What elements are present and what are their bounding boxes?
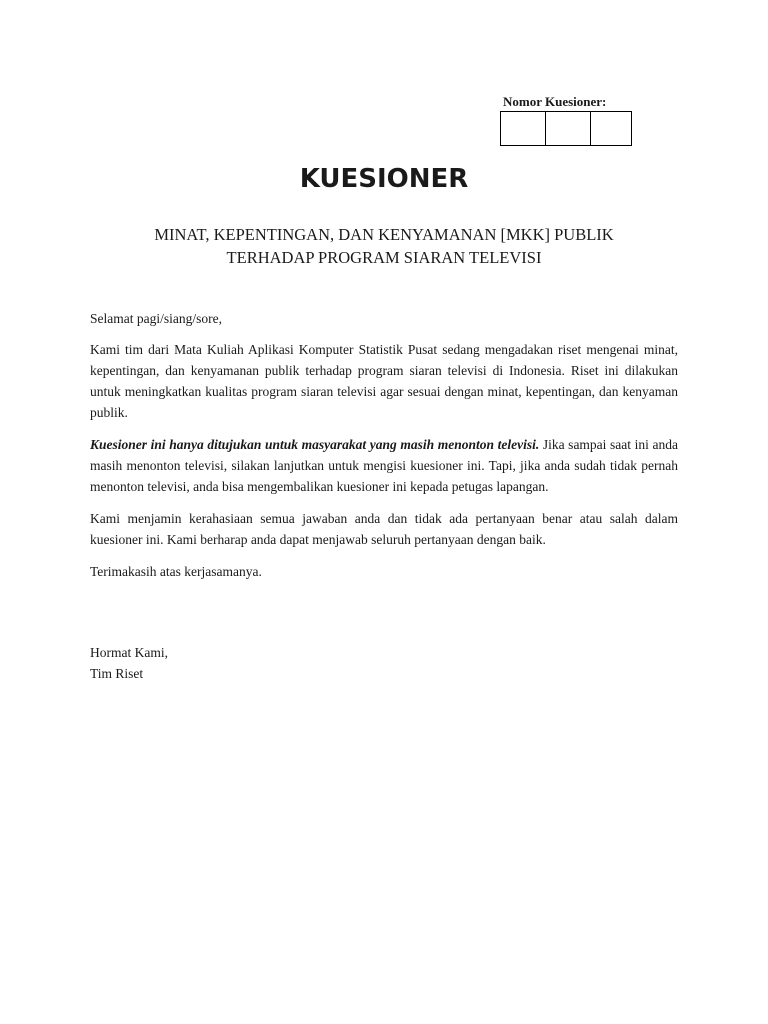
- thanks-line: Terimakasih atas kerjasamanya.: [90, 564, 262, 579]
- subtitle-line-2: TERHADAP PROGRAM SIARAN TELEVISI: [226, 248, 542, 267]
- nomor-kuesioner-boxes: [500, 111, 632, 146]
- letter-body: [90, 308, 678, 593]
- subtitle-line-1: MINAT, KEPENTINGAN, DAN KENYAMANAN [MKK] PUBLIK: [154, 225, 614, 244]
- paragraph-target-emphasis: Kuesioner ini hanya ditujukan untuk masyarakat yang masih menonton televisi.: [90, 437, 540, 452]
- nomor-box-1: [501, 112, 546, 145]
- document-title: KUESIONER: [299, 164, 469, 194]
- document-subtitle: [120, 223, 648, 269]
- closing-line-2: Tim Riset: [90, 666, 144, 681]
- paragraph-target: [90, 434, 678, 497]
- paragraph-intro: Kami tim dari Mata Kuliah Aplikasi Komputer Statistik Pusat sedang mengadakan riset mengenai minat, kepentingan, dan kenyamanan publik terhadap program siaran televisi di Indonesia. Riset ini dilakukan untuk meningkatkan kualitas program siaran televisi agar sesuai dengan minat, kepentingan, dan kenyaman publik.: [90, 342, 678, 420]
- nomor-box-3: [591, 112, 631, 145]
- paragraph-confidentiality: Kami menjamin kerahasiaan semua jawaban anda dan tidak ada pertanyaan benar atau salah dalam kuesioner ini. Kami berharap anda dapat menjawab seluruh pertanyaan dengan baik.: [90, 511, 678, 547]
- nomor-kuesioner-label: Nomor Kuesioner:: [503, 94, 607, 109]
- greeting: Selamat pagi/siang/sore,: [90, 311, 222, 326]
- closing-line-1: Hormat Kami,: [90, 645, 168, 660]
- nomor-box-2: [546, 112, 591, 145]
- closing-signature: [90, 642, 168, 684]
- paragraph-target-rest: Jika sampai saat ini anda masih menonton televisi, silakan lanjutkan untuk mengisi kuesioner ini. Tapi, jika anda sudah tidak pernah menonton televisi, anda bisa mengembalikan kuesioner ini kepada petugas lapangan.: [90, 437, 678, 494]
